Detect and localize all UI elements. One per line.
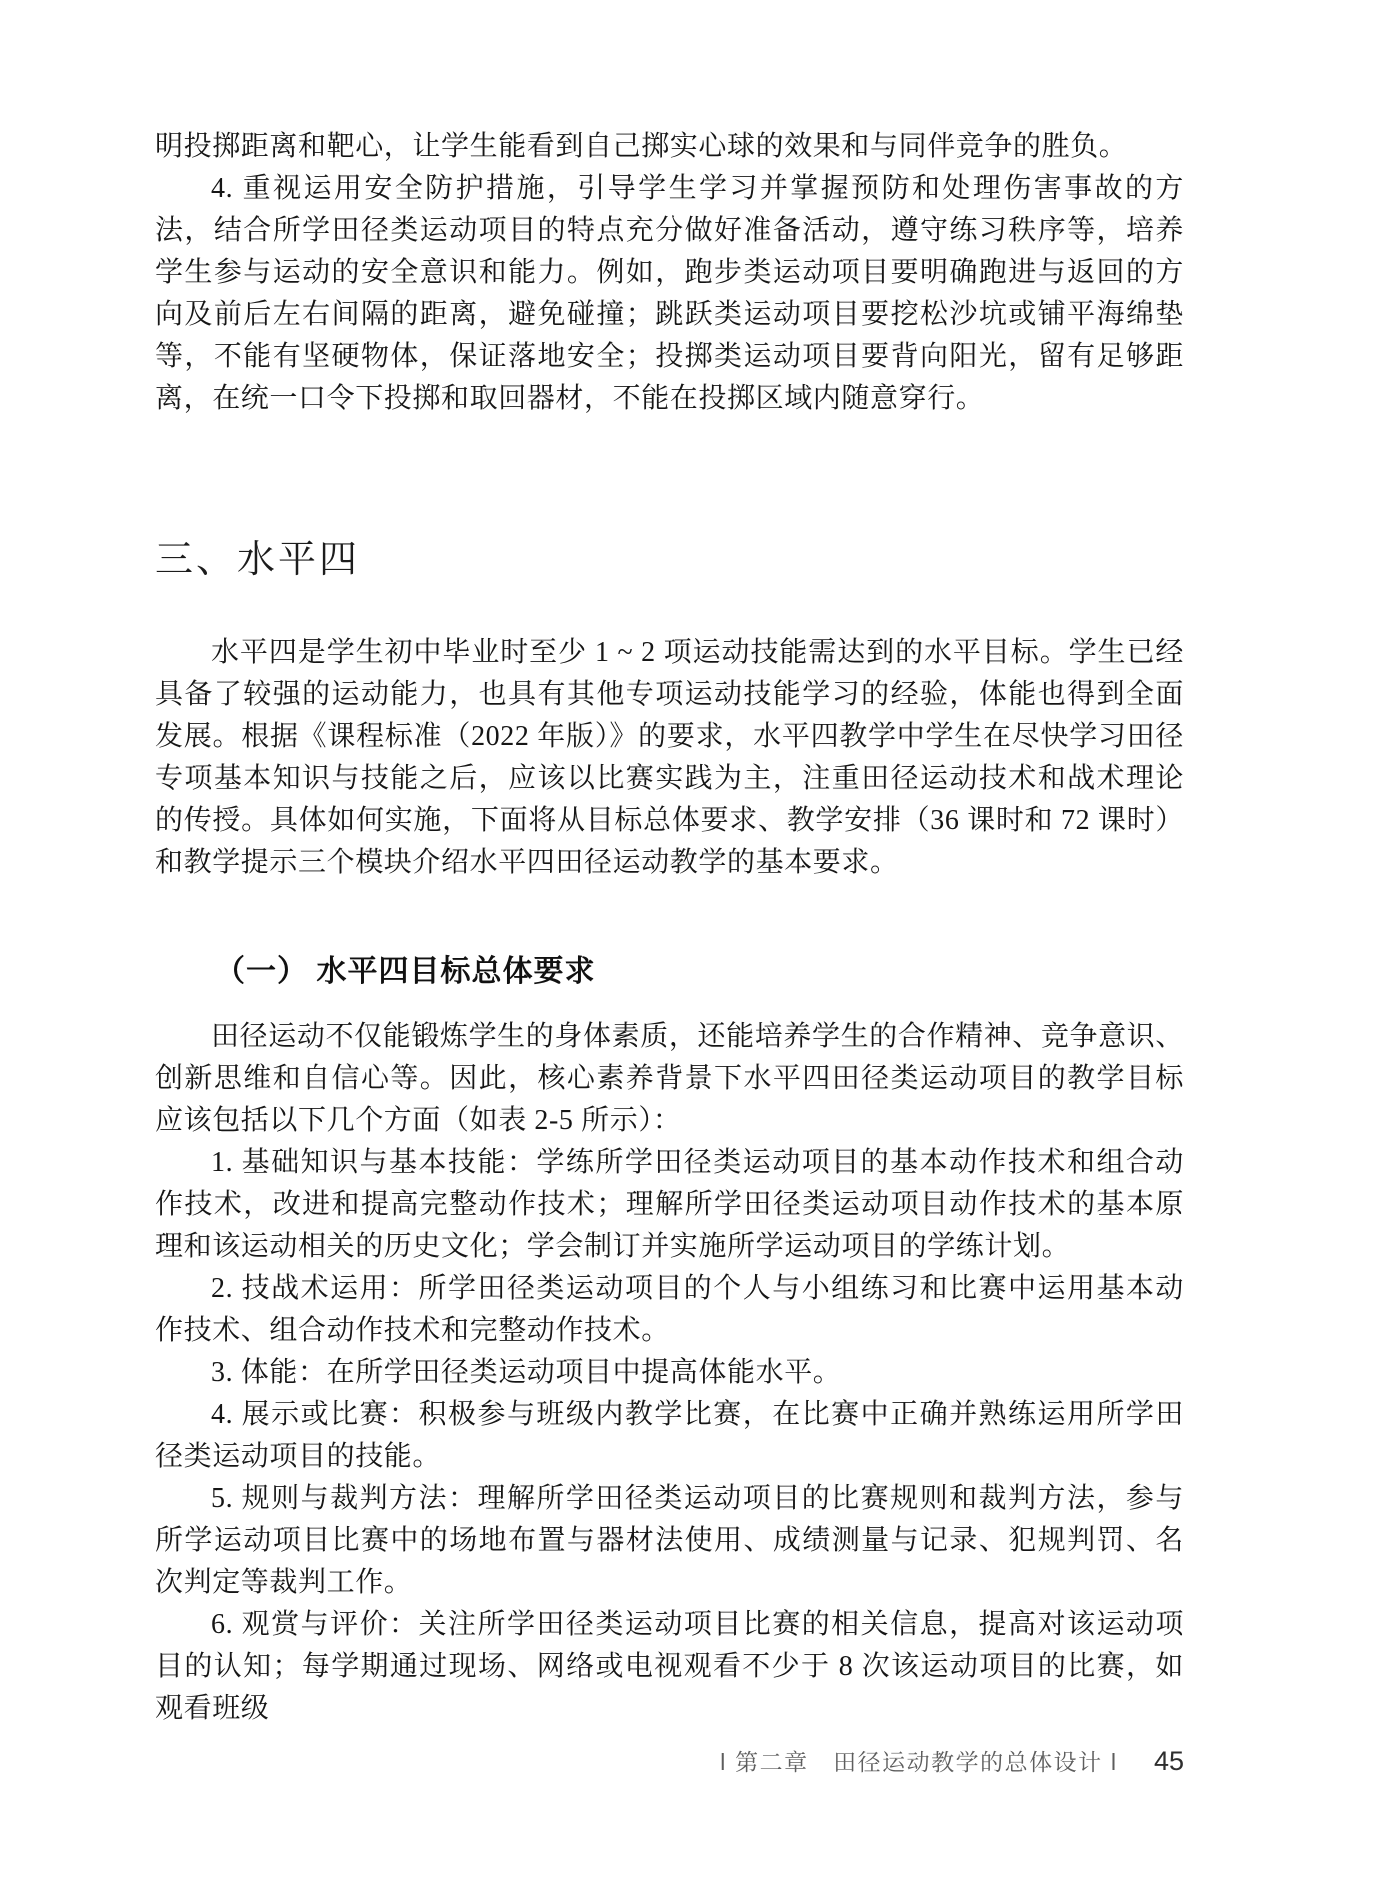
list-item-basic-knowledge-skills: 1. 基础知识与基本技能：学练所学田径类运动项目的基本动作技术和组合动作技术，改进和提高完整动作技术；理解所学田径类运动项目动作技术的基本原理和该运动相关的历史文化；学会制订并实施所学运动项目的学练计划。 [155,1147,1184,1262]
list-item-appreciation-evaluation: 6. 观赏与评价：关注所学田径类运动项目比赛的相关信息，提高对该运动项目的认知；每学期通过现场、网络或电视观看不少于 8 次该运动项目的比赛，如观看班级 [155,1609,1184,1724]
paragraph-continuation-from-previous-page: 明投掷距离和靶心，让学生能看到自己掷实心球的效果和与同伴竞争的胜负。 [155,131,1128,162]
list-item-demonstration-competition: 4. 展示或比赛：积极参与班级内教学比赛，在比赛中正确并熟练运用所学田径类运动项目的技能。 [155,1399,1184,1472]
page-body [155,126,1184,1730]
paragraph-goals-intro: 田径运动不仅能锻炼学生的身体素质，还能培养学生的合作精神、竞争意识、创新思维和自信心等。因此，核心素养背景下水平四田径类运动项目的教学目标应该包括以下几个方面（如表 2-5 所示）： [155,1021,1184,1136]
list-item-rules-refereeing: 5. 规则与裁判方法：理解所学田径类运动项目的比赛规则和裁判方法，参与所学运动项目比赛中的场地布置与器材法使用、成绩测量与记录、犯规判罚、名次判定等裁判工作。 [155,1483,1184,1598]
paragraph-level-four-intro: 水平四是学生初中毕业时至少 1 ~ 2 项运动技能需达到的水平目标。学生已经具备了较强的运动能力，也具有其他专项运动技能学习的经验，体能也得到全面发展。根据《课程标准（2022 年版）》的要求，水平四教学中学生在尽快学习田径专项基本知识与技能之后，应该以比赛实践为主，注重田径运动技术和战术理论的传授。具体如何实施，下面将从目标总体要求、教学安排（36 课时和 72 课时）和教学提示三个模块介绍水平四田径运动教学的基本要求。 [155,637,1184,878]
subsection-heading-overall-goals: （一） 水平四目标总体要求 [215,955,596,988]
paragraph-safety-measures: 4. 重视运用安全防护措施，引导学生学习并掌握预防和处理伤害事故的方法，结合所学田径类运动项目的特点充分做好准备活动，遵守练习秩序等，培养学生参与运动的安全意识和能力。例如，跑步类运动项目要明确跑进与返回的方向及前后左右间隔的距离，避免碰撞；跳跃类运动项目要挖松沙坑或铺平海绵垫等，不能有坚硬物体，保证落地安全；投掷类运动项目要背向阳光，留有足够距离，在统一口令下投掷和取回器材，不能在投掷区域内随意穿行。 [155,173,1184,414]
footer-page-number: 45 [1153,1746,1184,1776]
list-item-physical-fitness: 3. 体能：在所学田径类运动项目中提高体能水平。 [211,1357,842,1388]
section-heading-level-four: 三、水平四 [155,539,361,581]
list-item-technique-tactics: 2. 技战术运用：所学田径类运动项目的个人与小组练习和比赛中运用基本动作技术、组合动作技术和完整动作技术。 [155,1273,1184,1346]
footer-chapter-title: ǀ 第二章 田径运动教学的总体设计 ǀ [719,1749,1118,1775]
page-footer [720,1744,1184,1777]
